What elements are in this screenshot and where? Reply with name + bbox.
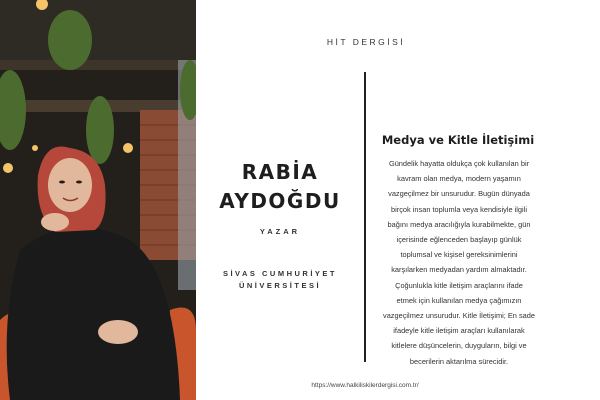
author-affiliation (206, 268, 354, 292)
author-first-name: RABİA (241, 160, 319, 184)
body-line: kitlelere düşüncelerin, duyguların, bilgi ve (391, 341, 527, 351)
author-last-name: AYDOĞDU (219, 189, 341, 213)
body-line: Çoğunlukla kitle iletişim araçlarını ifade (395, 280, 523, 290)
body-line: karşılarken medyadan yardım almaktadır. (391, 265, 527, 275)
affiliation-line: SİVAS CUMHURİYET (222, 269, 338, 278)
magazine-name: HİT DERGİSİ (326, 37, 406, 47)
footer-url-link[interactable]: https://www.halkiliskilerdergisi.com.tr/ (311, 382, 419, 389)
body-line: bağını medya aracılığıyla kurabilmekte, gün (387, 219, 531, 229)
article-body (380, 156, 538, 369)
body-line: toplumsal ve kişisel gereksinimlerini (400, 250, 518, 260)
body-line: birçok insan toplumla veya kendisiyle ilgili (391, 204, 527, 214)
author-name (206, 158, 354, 216)
body-line: ifadeyle kitle iletişim araçları kullanılarak (393, 326, 525, 336)
body-line: vazgeçilmez bir unsurudur. Bugün dünyada (388, 189, 530, 199)
body-line: becerilerin aktarılma sürecidir. (409, 356, 509, 366)
body-line: kavram olan medya, modern yaşamın (397, 174, 521, 184)
body-line: etmek için kullanılan medya çağımızın (396, 295, 522, 305)
author-role: YAZAR (259, 227, 301, 236)
author-photo (0, 0, 196, 400)
body-line: Gündelik hayatta oldukça çok kullanılan bir (388, 159, 530, 168)
body-line: vazgeçilmez unsurudur. Kitle İletişimi; En sade (383, 311, 535, 321)
affiliation-line: ÜNİVERSİTESİ (238, 281, 322, 290)
article-title: Medya ve Kitle İletişimi (381, 133, 535, 147)
vertical-divider (364, 72, 366, 362)
body-line: içerisinde eğlenceden başlayıp günlük (396, 235, 522, 245)
